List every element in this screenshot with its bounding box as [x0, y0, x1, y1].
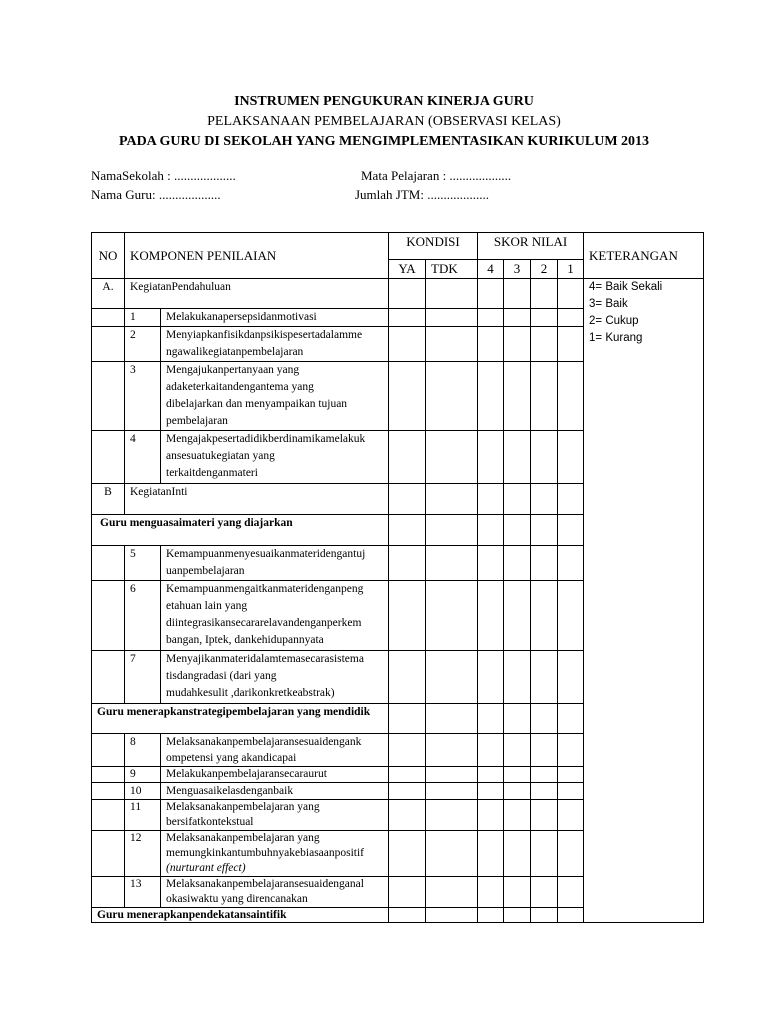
checkbox-tdk[interactable] — [426, 767, 478, 783]
score-3-cell[interactable] — [504, 908, 531, 923]
score-1-cell[interactable] — [558, 651, 584, 704]
score-2-cell[interactable] — [531, 309, 558, 327]
checkbox-tdk[interactable] — [426, 515, 478, 546]
score-4-cell[interactable] — [478, 362, 504, 431]
score-4-cell[interactable] — [478, 704, 504, 734]
subheader-score-4: 4 — [478, 260, 504, 279]
checkbox-ya[interactable] — [389, 908, 426, 923]
checkbox-tdk[interactable] — [426, 309, 478, 327]
score-4-cell[interactable] — [478, 581, 504, 651]
score-4-cell[interactable] — [478, 546, 504, 581]
item-text-italic: (nurturant effect) — [166, 862, 246, 874]
score-3-cell[interactable] — [504, 279, 531, 309]
table-header-row — [92, 233, 704, 260]
group-3-label: Guru menerapkanpendekatansaintifik — [92, 908, 389, 923]
checkbox-ya[interactable] — [389, 651, 426, 704]
checkbox-ya[interactable] — [389, 515, 426, 546]
score-2-cell[interactable] — [531, 908, 558, 923]
score-2-cell[interactable] — [531, 783, 558, 800]
score-2-cell[interactable] — [531, 734, 558, 767]
score-2-cell[interactable] — [531, 546, 558, 581]
score-2-cell[interactable] — [531, 327, 558, 362]
header-komponen: KOMPONEN PENILAIAN — [125, 233, 389, 279]
empty-cell — [92, 877, 125, 908]
group-1-label: Guru menguasaimateri yang diajarkan — [92, 515, 389, 546]
score-4-cell[interactable] — [478, 309, 504, 327]
checkbox-ya[interactable] — [389, 767, 426, 783]
item-number: 10 — [125, 783, 161, 800]
title-subtitle: PELAKSANAAN PEMBELAJARAN (OBSERVASI KELAS) — [207, 114, 561, 129]
header-kondisi: KONDISI — [389, 233, 478, 260]
score-1-cell[interactable] — [558, 431, 584, 484]
subheader-ya: YA — [389, 260, 426, 279]
item-text: Menyiapkanfisikdanpsikispesertadalamme ngawalikegiatanpembelajaran — [161, 327, 389, 362]
item-text-cell — [161, 831, 389, 877]
empty-cell — [92, 431, 125, 484]
item-number: 2 — [125, 327, 161, 362]
header-no: NO — [92, 233, 125, 279]
table-row — [92, 279, 704, 309]
empty-cell — [92, 831, 125, 877]
score-1-cell[interactable] — [558, 515, 584, 546]
checkbox-ya[interactable] — [389, 431, 426, 484]
checkbox-tdk[interactable] — [426, 704, 478, 734]
item-number: 13 — [125, 877, 161, 908]
score-3-cell[interactable] — [504, 362, 531, 431]
score-2-cell[interactable] — [531, 831, 558, 877]
score-3-cell[interactable] — [504, 515, 531, 546]
header-skor-nilai: SKOR NILAI — [478, 233, 584, 260]
checkbox-tdk[interactable] — [426, 581, 478, 651]
score-1-cell[interactable] — [558, 734, 584, 767]
empty-cell — [92, 783, 125, 800]
score-4-cell[interactable] — [478, 734, 504, 767]
subheader-tdk: TDK — [426, 260, 478, 279]
item-number: 4 — [125, 431, 161, 484]
item-text: Kemampuanmenyesuaikanmateridengantuj uanpembelajaran — [161, 546, 389, 581]
checkbox-tdk[interactable] — [426, 783, 478, 800]
item-text: Kemampuanmengaitkanmateridenganpeng etahuan lain yang diintegrasikansecararelavandenganperkem bangan, Iptek, dankehidupannyata — [161, 581, 389, 651]
score-4-cell[interactable] — [478, 767, 504, 783]
score-2-cell[interactable] — [531, 767, 558, 783]
empty-cell — [92, 309, 125, 327]
item-number: 11 — [125, 800, 161, 831]
score-3-cell[interactable] — [504, 704, 531, 734]
score-3-cell[interactable] — [504, 651, 531, 704]
score-1-cell[interactable] — [558, 484, 584, 515]
score-2-cell[interactable] — [531, 581, 558, 651]
score-1-cell[interactable] — [558, 877, 584, 908]
checkbox-tdk[interactable] — [426, 431, 478, 484]
item-text: Melakukanapersepsidanmotivasi — [161, 309, 389, 327]
checkbox-tdk[interactable] — [426, 831, 478, 877]
empty-cell — [92, 581, 125, 651]
empty-cell — [92, 767, 125, 783]
header-keterangan: KETERANGAN — [584, 233, 704, 279]
empty-cell — [92, 651, 125, 704]
score-4-cell[interactable] — [478, 908, 504, 923]
item-text: Melaksanakanpembelajaransesuaidengank ompetensi yang akandicapai — [161, 734, 389, 767]
section-a-number: A. — [92, 279, 125, 309]
item-text: Melakukanpembelajaransecaraurut — [161, 767, 389, 783]
score-3-cell[interactable] — [504, 484, 531, 515]
section-b-number: B — [92, 484, 125, 515]
checkbox-ya[interactable] — [389, 546, 426, 581]
score-3-cell[interactable] — [504, 546, 531, 581]
checkbox-tdk[interactable] — [426, 651, 478, 704]
legend-item: 3= Baik — [589, 298, 628, 310]
checkbox-ya[interactable] — [389, 362, 426, 431]
mata-pelajaran-field: Mata Pelajaran : ................... — [361, 168, 512, 183]
score-3-cell[interactable] — [504, 877, 531, 908]
jumlah-jtm-field: Jumlah JTM: ................... — [355, 187, 489, 202]
item-text: Melaksanakanpembelajaransesuaidenganal okasiwaktu yang direncanakan — [161, 877, 389, 908]
item-number: 6 — [125, 581, 161, 651]
empty-cell — [92, 734, 125, 767]
checkbox-tdk[interactable] — [426, 279, 478, 309]
score-3-cell[interactable] — [504, 767, 531, 783]
item-number: 9 — [125, 767, 161, 783]
title-scope: PADA GURU DI SEKOLAH YANG MENGIMPLEMENTASIKAN KURIKULUM 2013 — [118, 134, 650, 149]
score-1-cell[interactable] — [558, 581, 584, 651]
score-3-cell[interactable] — [504, 327, 531, 362]
checkbox-tdk[interactable] — [426, 734, 478, 767]
score-1-cell[interactable] — [558, 783, 584, 800]
checkbox-ya[interactable] — [389, 309, 426, 327]
checkbox-ya[interactable] — [389, 783, 426, 800]
score-1-cell[interactable] — [558, 362, 584, 431]
item-text: Melaksanakanpembelajaran yang memungkinkantumbuhnyakebiasaanpositif — [166, 832, 365, 859]
score-2-cell[interactable] — [531, 279, 558, 309]
item-number: 3 — [125, 362, 161, 431]
empty-cell — [92, 800, 125, 831]
nama-guru-field: Nama Guru: ................... — [91, 187, 221, 202]
item-number: 8 — [125, 734, 161, 767]
checkbox-ya[interactable] — [389, 800, 426, 831]
score-2-cell[interactable] — [531, 362, 558, 431]
score-3-cell[interactable] — [504, 783, 531, 800]
score-4-cell[interactable] — [478, 431, 504, 484]
score-1-cell[interactable] — [558, 546, 584, 581]
subheader-score-2: 2 — [531, 260, 558, 279]
score-1-cell[interactable] — [558, 908, 584, 923]
checkbox-ya[interactable] — [389, 279, 426, 309]
section-b-label: KegiatanInti — [125, 484, 389, 515]
score-3-cell[interactable] — [504, 734, 531, 767]
item-text: Mengajakpesertadidikberdinamikamelakuk ansesuatukegiatan yang terkaitdenganmateri — [161, 431, 389, 484]
item-text: Mengajukanpertanyaan yang adaketerkaitandengantema yang dibelajarkan dan menyampaikan tujuan pembelajaran — [161, 362, 389, 431]
score-2-cell[interactable] — [531, 651, 558, 704]
score-1-cell[interactable] — [558, 831, 584, 877]
score-3-cell[interactable] — [504, 431, 531, 484]
checkbox-ya[interactable] — [389, 484, 426, 515]
item-number: 12 — [125, 831, 161, 877]
score-4-cell[interactable] — [478, 484, 504, 515]
score-3-cell[interactable] — [504, 831, 531, 877]
checkbox-tdk[interactable] — [426, 546, 478, 581]
score-2-cell[interactable] — [531, 877, 558, 908]
score-4-cell[interactable] — [478, 831, 504, 877]
score-1-cell[interactable] — [558, 800, 584, 831]
subheader-score-3: 3 — [504, 260, 531, 279]
checkbox-ya[interactable] — [389, 581, 426, 651]
item-text: Melaksanakanpembelajaran yang bersifatkontekstual — [161, 800, 389, 831]
item-number: 1 — [125, 309, 161, 327]
checkbox-ya[interactable] — [389, 704, 426, 734]
empty-cell — [92, 362, 125, 431]
score-4-cell[interactable] — [478, 279, 504, 309]
score-4-cell[interactable] — [478, 327, 504, 362]
score-1-cell[interactable] — [558, 309, 584, 327]
checkbox-tdk[interactable] — [426, 327, 478, 362]
score-1-cell[interactable] — [558, 279, 584, 309]
subheader-score-1: 1 — [558, 260, 584, 279]
score-4-cell[interactable] — [478, 783, 504, 800]
checkbox-tdk[interactable] — [426, 908, 478, 923]
score-2-cell[interactable] — [531, 515, 558, 546]
score-1-cell[interactable] — [558, 767, 584, 783]
score-3-cell[interactable] — [504, 800, 531, 831]
score-3-cell[interactable] — [504, 581, 531, 651]
score-1-cell[interactable] — [558, 704, 584, 734]
legend-item: 4= Baik Sekali — [589, 281, 663, 293]
score-2-cell[interactable] — [531, 704, 558, 734]
legend-item: 2= Cukup — [589, 315, 639, 327]
score-1-cell[interactable] — [558, 327, 584, 362]
legend-item: 1= Kurang — [589, 332, 643, 344]
score-4-cell[interactable] — [478, 800, 504, 831]
group-2-label: Guru menerapkanstrategipembelajaran yang mendidik — [92, 704, 389, 734]
item-text: Menyajikanmateridalamtemasecarasistema tisdangradasi (dari yang mudahkesulit ,darikonkretkeabstrak) — [161, 651, 389, 704]
score-2-cell[interactable] — [531, 431, 558, 484]
document-title-block — [0, 92, 768, 152]
checkbox-ya[interactable] — [389, 327, 426, 362]
item-number: 5 — [125, 546, 161, 581]
score-2-cell[interactable] — [531, 484, 558, 515]
empty-cell — [92, 327, 125, 362]
empty-cell — [92, 546, 125, 581]
item-text: Menguasaikelasdenganbaik — [161, 783, 389, 800]
checkbox-tdk[interactable] — [426, 877, 478, 908]
score-3-cell[interactable] — [504, 309, 531, 327]
score-4-cell[interactable] — [478, 651, 504, 704]
item-number: 7 — [125, 651, 161, 704]
score-2-cell[interactable] — [531, 800, 558, 831]
assessment-table — [91, 232, 704, 923]
checkbox-tdk[interactable] — [426, 362, 478, 431]
keterangan-legend — [584, 279, 704, 923]
checkbox-tdk[interactable] — [426, 800, 478, 831]
checkbox-ya[interactable] — [389, 831, 426, 877]
checkbox-ya[interactable] — [389, 734, 426, 767]
section-a-label: KegiatanPendahuluan — [125, 279, 389, 309]
title-main: INSTRUMEN PENGUKURAN KINERJA GURU — [234, 94, 534, 109]
nama-sekolah-field: NamaSekolah : ................... — [91, 168, 236, 183]
score-4-cell[interactable] — [478, 877, 504, 908]
score-4-cell[interactable] — [478, 515, 504, 546]
checkbox-ya[interactable] — [389, 877, 426, 908]
checkbox-tdk[interactable] — [426, 484, 478, 515]
